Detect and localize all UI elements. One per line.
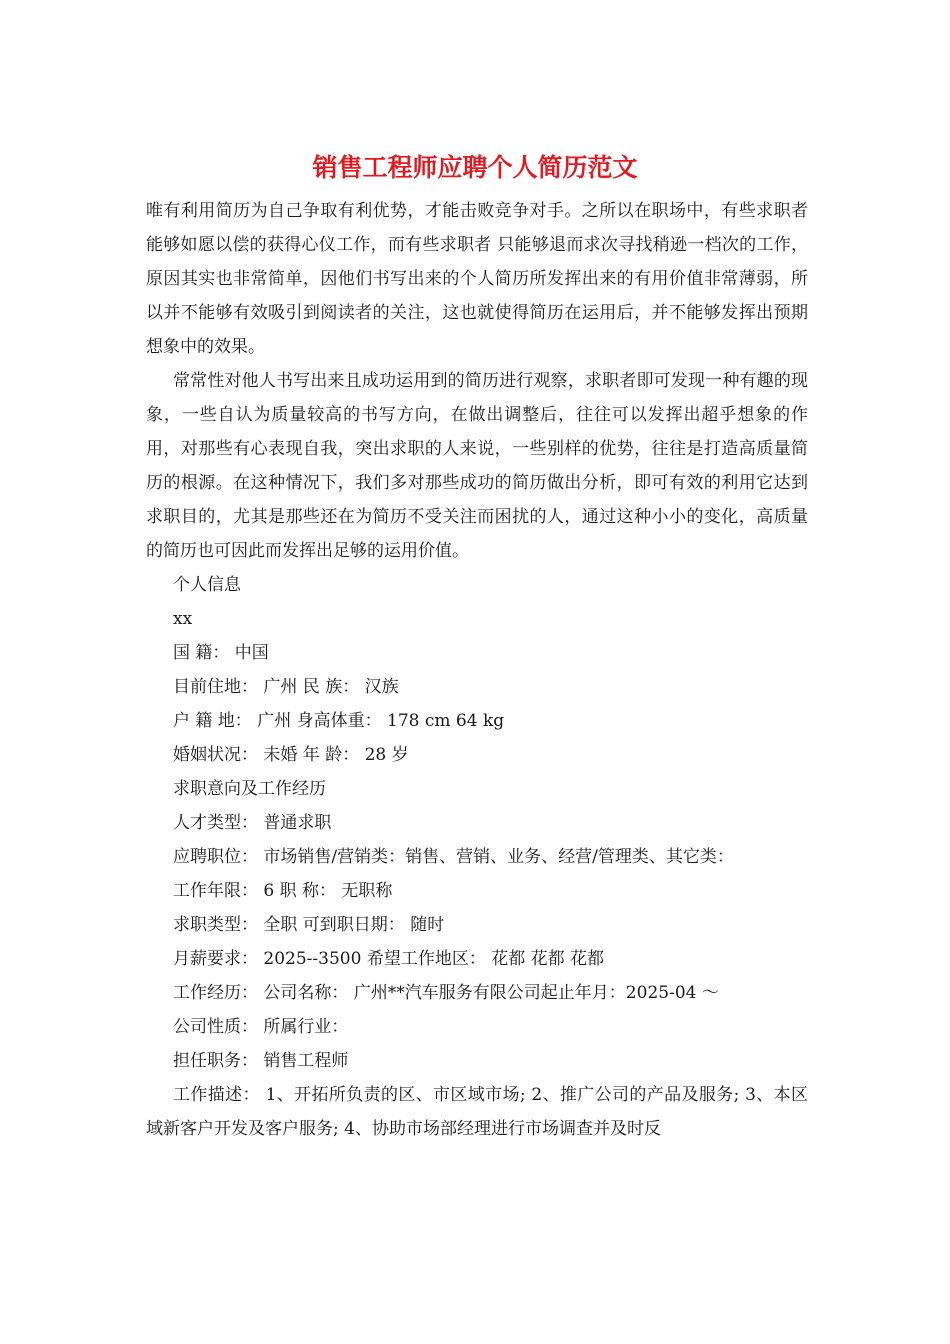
observation-paragraph: 常常性对他人书写出来且成功运用到的简历进行观察，求职者即可发现一种有趣的现象，一些自认为质量较高的书写方向，在做出调整后，往往可以发挥出超乎想象的作用，对那些有心表现自我，突出求职的人来说，一些别样的优势，往往是打造高质量简历的根源。在这种情况下，我们多对那些成功的简历做出分析，即可有效的利用它达到求职目的，尤其是那些还在为简历不受关注而困扰的人，通过这种小小的变化，高质量的简历也可因此而发挥出足够的运用价值。 xyxy=(146,371,808,561)
document-title: 销售工程师应聘个人简历范文 xyxy=(312,153,638,182)
field-position-held: 担任职务： 销售工程师 xyxy=(173,1051,349,1071)
field-work-years-title: 工作年限： 6 职 称： 无职称 xyxy=(173,881,393,901)
field-applied-position: 应聘职位： 市场销售/营销类：销售、营销、业务、经营/管理类、其它类： xyxy=(173,847,734,867)
section-heading-personal-info: 个人信息 xyxy=(173,575,241,595)
field-company-nature-industry: 公司性质： 所属行业： xyxy=(173,1017,349,1037)
document-body xyxy=(146,194,808,1146)
field-nationality: 国 籍： 中国 xyxy=(173,643,269,663)
field-residence-ethnicity: 目前住地： 广州 民 族： 汉族 xyxy=(173,677,399,697)
field-job-description: 工作描述： 1、开拓所负责的区、市区域市场; 2、推广公司的产品及服务; 3、本区域新客户开发及客户服务; 4、协助市场部经理进行市场调查并及时反 xyxy=(146,1085,808,1139)
field-name: xx xyxy=(173,609,193,629)
intro-paragraph: 唯有利用简历为自己争取有利优势，才能击败竞争对手。之所以在职场中，有些求职者能够如愿以偿的获得心仪工作，而有些求职者 只能够退而求次寻找稍逊一档次的工作，原因其实也非常简单，因他们书写出来的个人简历所发挥出来的有用价值非常薄弱，所以并不能够有效吸引到阅读者的关注，这也就使得简历在运用后，并不能够发挥出预期想象中的效果。 xyxy=(146,201,808,357)
field-talent-type: 人才类型： 普通求职 xyxy=(173,813,332,833)
field-salary-location: 月薪要求： 2025--3500 希望工作地区： 花都 花都 花都 xyxy=(173,949,605,969)
field-work-history: 工作经历： 公司名称： 广州**汽车服务有限公司起止年月：2025-04 ～ xyxy=(173,983,719,1003)
section-heading-job-intention: 求职意向及工作经历 xyxy=(173,779,326,799)
field-marital-age: 婚姻状况： 未婚 年 龄： 28 岁 xyxy=(173,745,409,765)
field-hukou-height-weight: 户 籍 地： 广州 身高体重： 178 cm 64 kg xyxy=(173,711,505,731)
field-job-type-availability: 求职类型： 全职 可到职日期： 随时 xyxy=(173,915,445,935)
